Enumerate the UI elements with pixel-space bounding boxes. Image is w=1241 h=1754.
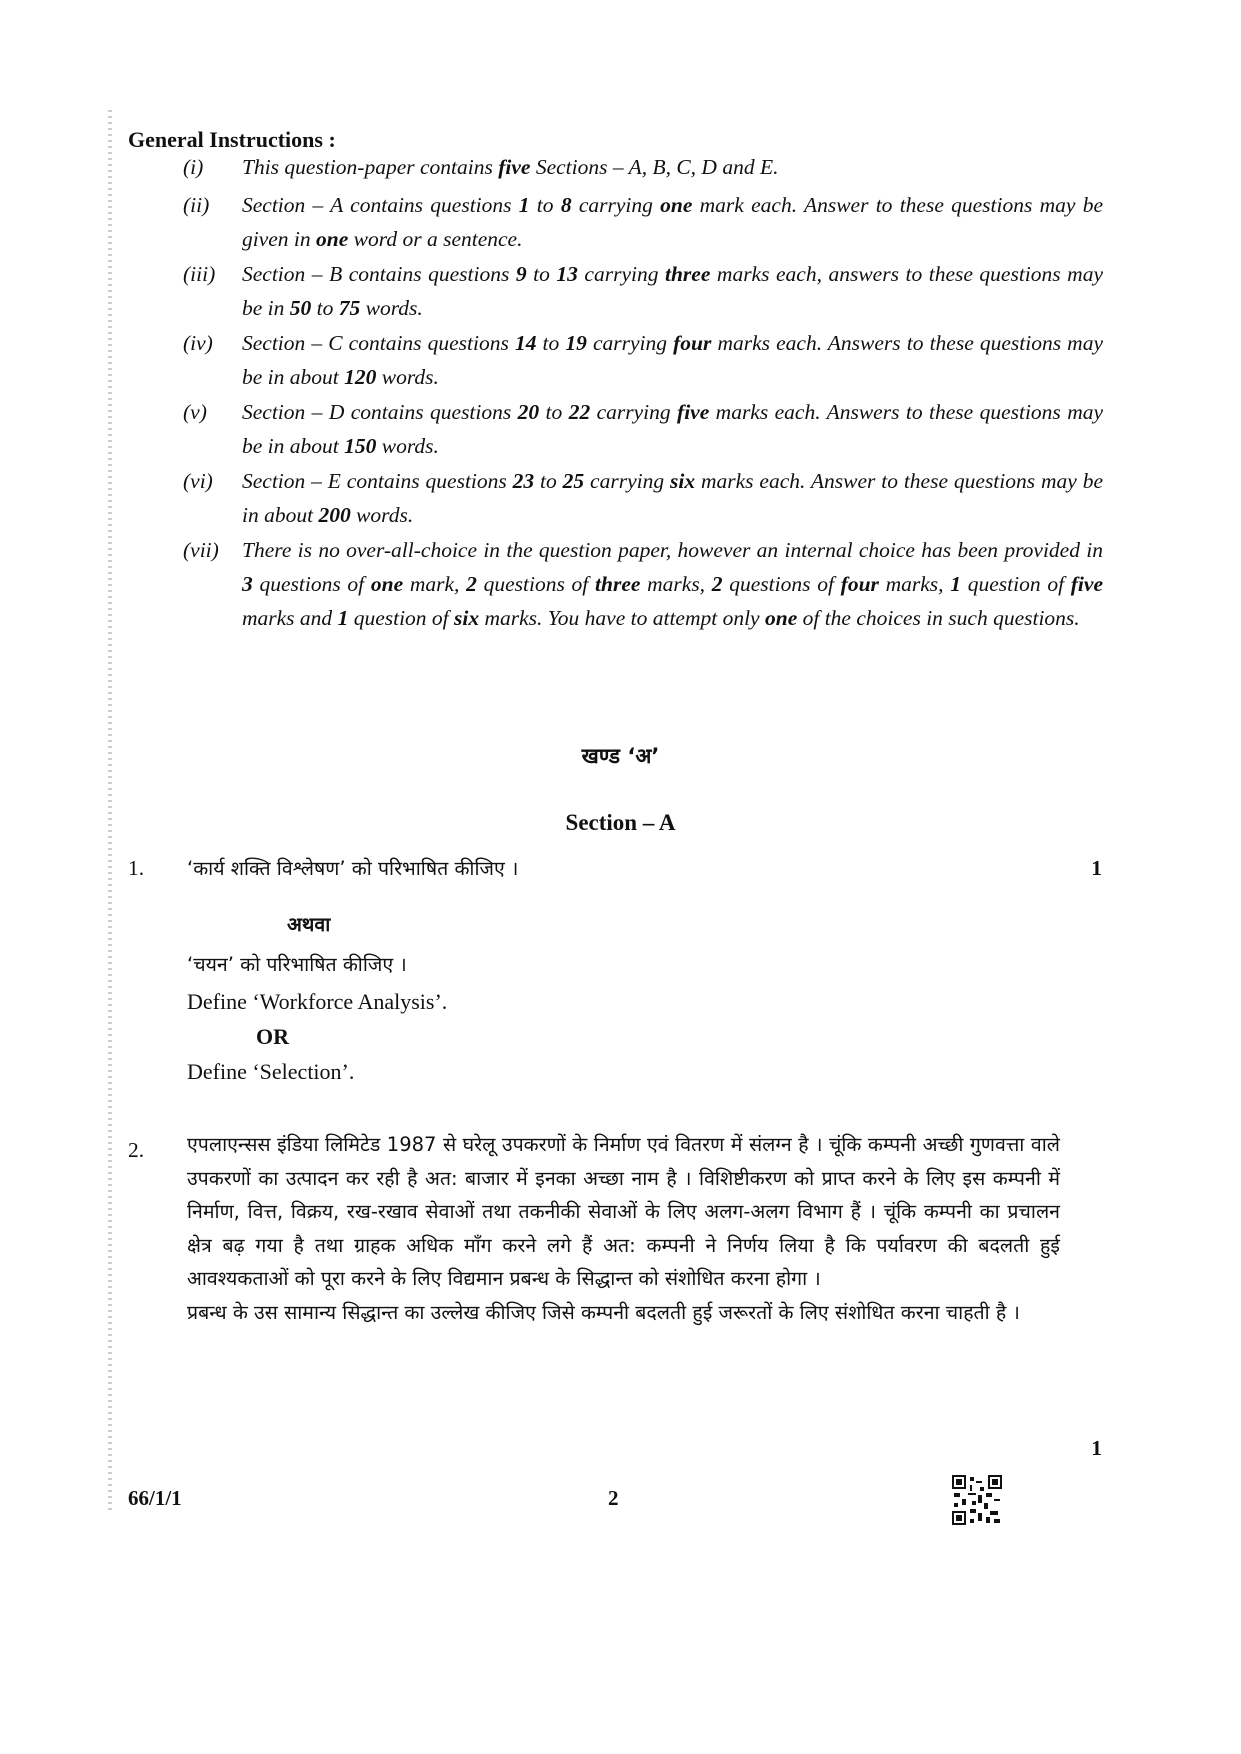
instruction-text-run: carrying	[586, 331, 674, 355]
instruction-text-run: to	[526, 262, 557, 286]
instruction-emphasis: 2	[466, 572, 477, 596]
instruction-emphasis: five	[1070, 572, 1103, 596]
instruction-text-run: to	[529, 193, 561, 217]
instruction-number: (ii)	[183, 193, 210, 217]
instruction-text	[242, 150, 1103, 184]
instruction-text	[242, 188, 1103, 256]
instruction-text-run: mark each. Answer to these questions may be given in	[242, 193, 1104, 251]
instruction-number: (i)	[183, 155, 204, 179]
instruction-emphasis: four	[840, 572, 879, 596]
instruction-text	[242, 464, 1103, 532]
instruction-text-run: There is no over-all-choice in the question paper, however an internal choice has been provided in	[242, 538, 1103, 562]
instruction-text-run: carrying	[571, 193, 661, 217]
instruction-text-run: marks each. Answer to these questions may be in about	[242, 469, 1103, 527]
instruction-text-run: marks and	[242, 606, 338, 630]
instruction-text-run: marks,	[878, 572, 951, 596]
instruction-text-run: word or a sentence.	[348, 227, 523, 251]
instruction-emphasis: 3	[242, 572, 253, 596]
question-1-english-alternative: Define ‘Selection’.	[187, 1059, 355, 1084]
instruction-text-run: marks each. Answers to these questions may be in about	[242, 400, 1104, 458]
instruction-text-run: questions of	[722, 572, 841, 596]
instruction-text-run: words.	[360, 296, 423, 320]
page-number: 2	[608, 1486, 619, 1510]
instruction-emphasis: three	[665, 262, 711, 286]
instruction-text-run: marks. You have to attempt only	[479, 606, 765, 630]
question-1-number: 1.	[128, 856, 145, 880]
question-1-marks: 1	[1091, 856, 1102, 880]
instruction-text-run: Section – C contains questions	[242, 331, 515, 355]
instruction-text-run: questions of	[252, 572, 371, 596]
instruction-number: (vi)	[183, 469, 213, 493]
section-hindi-title: खण्ड ‘अ’	[581, 744, 660, 768]
instruction-emphasis: 13	[556, 262, 578, 286]
paper-code: 66/1/1	[128, 1486, 182, 1510]
instruction-emphasis: 14	[514, 331, 537, 355]
instruction-emphasis: five	[677, 400, 710, 424]
instruction-text-run: marks each, answers to these questions may be in	[242, 262, 1103, 320]
instruction-number: (iii)	[183, 262, 216, 286]
question-2-number: 2.	[128, 1138, 145, 1162]
instruction-emphasis: 1	[950, 572, 962, 596]
instruction-number: (iv)	[183, 331, 213, 355]
instruction-emphasis: 150	[344, 434, 377, 458]
instruction-text-run: Section – A contains questions	[242, 193, 519, 217]
instruction-text-run: marks each. Answers to these questions may be in about	[242, 331, 1104, 389]
instruction-emphasis: 120	[344, 365, 377, 389]
general-instructions-heading: General Instructions :	[128, 127, 336, 152]
instruction-text	[242, 257, 1103, 325]
instruction-emphasis: four	[673, 331, 712, 355]
instruction-emphasis: 22	[568, 400, 591, 424]
instruction-text-run: mark,	[403, 572, 467, 596]
instruction-text-run: question of	[348, 606, 455, 630]
instruction-text-run: carrying	[590, 400, 678, 424]
section-english-title: Section – A	[565, 810, 676, 835]
instruction-text-run: Sections – A, B, C, D and E.	[530, 155, 779, 179]
question-1-hindi-alternative: ‘चयन’ को परिभाषित कीजिए ।	[187, 953, 407, 976]
instruction-text-run: This question-paper contains	[242, 155, 499, 179]
instruction-emphasis: five	[498, 155, 531, 179]
question-2-question: प्रबन्ध के उस सामान्य सिद्धान्त का उल्लेख कीजिए जिसे कम्पनी बदलती हुई जरूरतों के लिए संशोधित करना चाहती है ।	[187, 1300, 1020, 1324]
instruction-emphasis: 8	[560, 193, 572, 217]
instruction-text-run: carrying	[584, 469, 670, 493]
instruction-text	[242, 395, 1103, 463]
instruction-text-run: carrying	[577, 262, 665, 286]
instruction-text-run: to	[534, 469, 563, 493]
instruction-text-run: Section – B contains questions	[242, 262, 516, 286]
instruction-number: (v)	[183, 400, 207, 424]
instruction-text-run: questions of	[476, 572, 596, 596]
instruction-emphasis: 20	[517, 400, 540, 424]
instruction-emphasis: one	[316, 227, 349, 251]
question-2-marks: 1	[1091, 1436, 1102, 1460]
instruction-emphasis: 50	[289, 296, 312, 320]
instruction-text-run: of the choices in such questions.	[797, 606, 1080, 630]
instruction-text	[242, 326, 1103, 394]
qr-code-icon	[952, 1475, 1002, 1525]
instruction-emphasis: three	[595, 572, 641, 596]
question-2-body	[187, 1128, 1060, 1329]
instruction-emphasis: six	[669, 469, 696, 493]
instruction-emphasis: 9	[515, 262, 527, 286]
question-1-hindi-or: अथवा	[287, 913, 331, 936]
instruction-text	[242, 533, 1103, 635]
instruction-emphasis: 2	[711, 572, 723, 596]
instruction-text-run: words.	[376, 365, 439, 389]
instruction-emphasis: 1	[518, 193, 530, 217]
instruction-emphasis: 1	[337, 606, 349, 630]
instruction-text-run: to	[536, 331, 566, 355]
instruction-emphasis: 25	[562, 469, 585, 493]
instruction-emphasis: six	[454, 606, 480, 630]
instruction-text-run: question of	[961, 572, 1071, 596]
instruction-emphasis: 23	[512, 469, 535, 493]
instruction-number: (vii)	[183, 538, 219, 562]
instruction-text-run: Section – E contains questions	[242, 469, 513, 493]
instruction-text-run: to	[539, 400, 569, 424]
instruction-text-run: Section – D contains questions	[242, 400, 518, 424]
question-1-hindi: ‘कार्य शक्ति विश्लेषण’ को परिभाषित कीजिए ।	[187, 857, 519, 880]
instruction-text-run: words.	[350, 503, 414, 527]
instruction-emphasis: 75	[338, 296, 361, 320]
instruction-emphasis: 200	[318, 503, 351, 527]
instruction-text-run: marks,	[640, 572, 712, 596]
instruction-emphasis: one	[370, 572, 404, 596]
instruction-text-run: words.	[376, 434, 439, 458]
instruction-text-run: to	[311, 296, 339, 320]
question-1-english: Define ‘Workforce Analysis’.	[187, 989, 448, 1014]
instruction-emphasis: 19	[565, 331, 587, 355]
question-2-case-paragraph: एपलाएन्सस इंडिया लिमिटेड 1987 से घरेलू उपकरणों के निर्माण एवं वितरण में संलग्न है । चूंकि कम्पनी अच्छी गुणवत्ता वाले उपकरणों का उत्पादन कर रही है अत: बाजार में इनका अच्छा नाम है । विशिष्टीकरण को प्राप्त करने के लिए इस कम्पनी में निर्माण, वित्त, विक्रय, रख-रखाव सेवाओं तथा तकनीकी सेवाओं के लिए अलग-अलग विभाग हैं । चूंकि कम्पनी का प्रचालन क्षेत्र बढ़ गया है तथा ग्राहक अधिक माँग करने लगे हैं अत: कम्पनी ने निर्णय लिया है कि पर्यावरण की बदलती हुई आवश्यकताओं को पूरा करने के लिए विद्यमान प्रबन्ध के सिद्धान्त को संशोधित करना होगा ।	[187, 1133, 1060, 1290]
instruction-emphasis: one	[764, 606, 798, 630]
question-1-english-or: OR	[256, 1024, 289, 1049]
instruction-emphasis: one	[660, 193, 693, 217]
